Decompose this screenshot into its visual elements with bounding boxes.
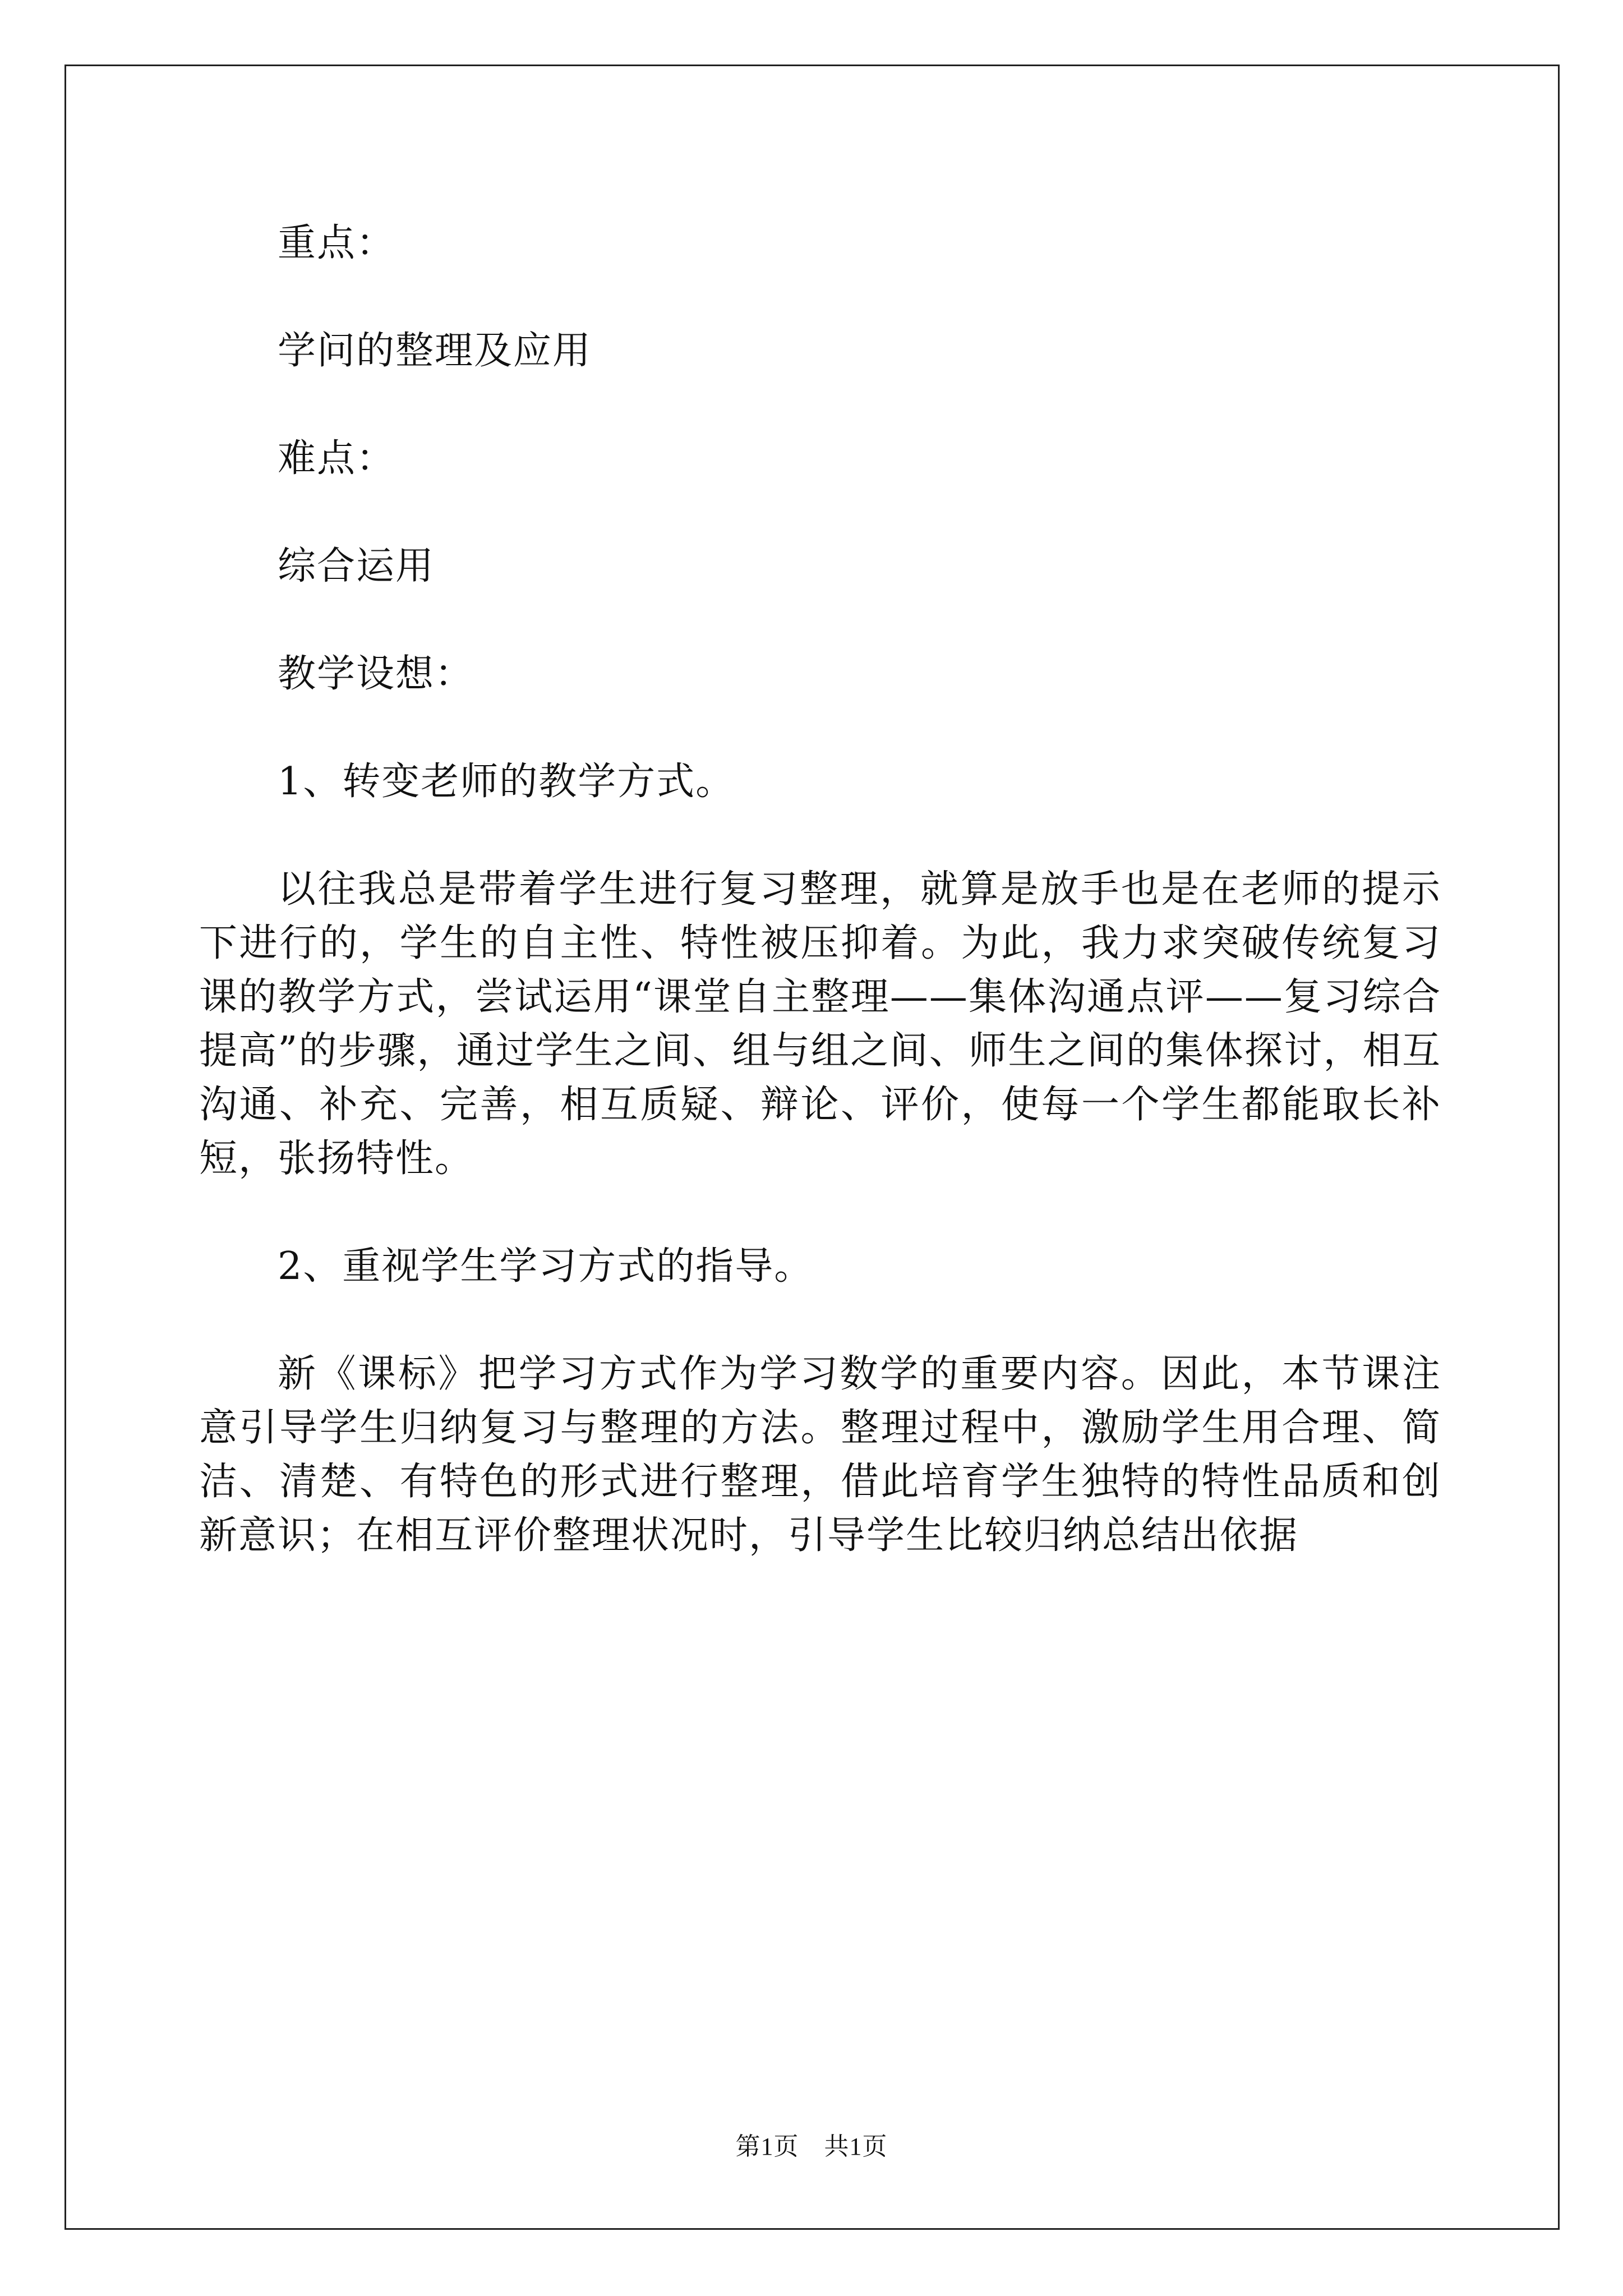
- page-number-footer: 第1页 共1页: [735, 2133, 888, 2160]
- paragraph-key-points: 学问的整理及应用: [278, 329, 592, 373]
- paragraph-idea-1-heading: 1、转变老师的教学方式。: [278, 760, 735, 804]
- paragraph-idea-1-body: 以往我总是带着学生进行复习整理，就算是放手也是在老师的提示下进行的，学生的自主性、特性被压抑着。为此，我力求突破传统复习课的教学方式，尝试运用“课堂自主整理——集体沟通点评——复习综合提高”的步骤，通过学生之间、组与组之间、师生之间的集体探讨，相互沟通、补充、完善，相互质疑、辩论、评价，使每一个学生都能取长补短，张扬特性。: [199, 867, 1441, 1181]
- paragraph-difficulty-heading: 难点：: [278, 436, 396, 481]
- paragraph-teaching-ideas-heading: 教学设想：: [278, 652, 474, 696]
- paragraph-idea-2-body: 新《课标》把学习方式作为学习数学的重要内容。因此，本节课注意引导学生归纳复习与整理的方法。整理过程中，激励学生用合理、简洁、清楚、有特色的形式进行整理，借此培育学生独特的特性品质和创新意识；在相互评价整理状况时，引导学生比较归纳总结出依据: [199, 1352, 1441, 1558]
- document-body: [199, 217, 1441, 1617]
- paragraph-difficulty: 综合运用: [278, 544, 435, 588]
- paragraph-key-points-heading: 重点：: [278, 221, 396, 265]
- paragraph-idea-2-heading: 2、重视学生学习方式的指导。: [278, 1244, 814, 1289]
